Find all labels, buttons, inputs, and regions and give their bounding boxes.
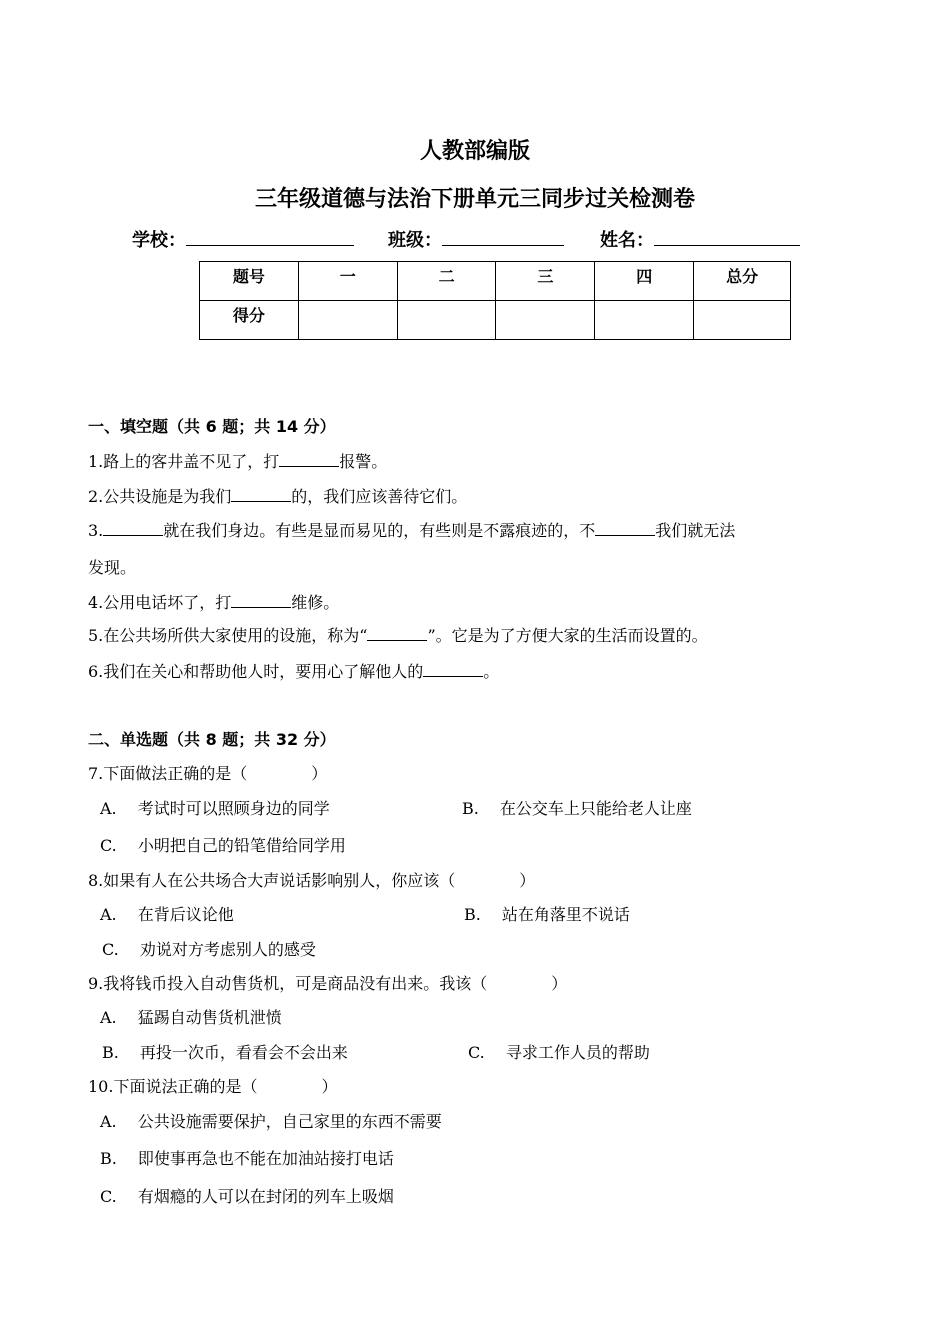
question-text: 1.路上的客井盖不见了，打 [88,452,280,471]
answer-blank[interactable] [423,662,483,677]
school-blank [186,229,354,246]
question-text: 维修。 [291,593,340,612]
question-10: 10.下面说法正确的是（ ） [88,1077,338,1096]
score-table [199,261,791,340]
exam-title: 三年级道德与法治下册单元三同步过关检测卷 [254,187,695,212]
option-7c[interactable]: C. 小明把自己的铅笔借给同学用 [100,836,346,855]
question-text: 。 [483,662,500,681]
school-label: 学校： [132,230,186,251]
answer-blank[interactable] [103,521,163,536]
score-cell: 总分 [694,262,791,301]
score-input-cell[interactable] [496,301,595,340]
school-field [132,226,354,252]
option-10a[interactable]: A. 公共设施需要保护，自己家里的东西不需要 [100,1112,442,1131]
score-cell: 二 [397,262,496,301]
option-10b[interactable]: B. 即使事再急也不能在加油站接打电话 [100,1149,394,1168]
question-text: 的，我们应该善待它们。 [291,487,468,506]
question-6 [88,659,499,682]
section1-heading: 一、填空题（共 6 题；共 14 分） [88,417,336,436]
option-8b[interactable]: B. 站在角落里不说话 [464,905,630,924]
question-2 [88,484,467,507]
score-table-score-row [200,301,791,340]
score-row-label: 得分 [200,301,299,340]
option-9c[interactable]: C. 寻求工作人员的帮助 [468,1043,650,1062]
score-input-cell[interactable] [298,301,397,340]
name-field [600,226,800,252]
option-7b[interactable]: B. 在公交车上只能给老人让座 [462,799,692,818]
question-4 [88,590,339,613]
question-8: 8.如果有人在公共场合大声说话影响别人，你应该（ ） [88,871,536,890]
answer-blank[interactable] [279,452,339,467]
question-text: 报警。 [339,452,388,471]
score-cell: 三 [496,262,595,301]
answer-blank[interactable] [231,487,291,502]
score-input-cell[interactable] [694,301,791,340]
question-text: 3. [88,521,104,540]
publisher-title: 人教部编版 [419,139,530,164]
question-text: 2.公共设施是为我们 [88,487,232,506]
option-7a[interactable]: A. 考试时可以照顾身边的同学 [100,799,330,818]
class-field [388,226,564,252]
score-table-header-row [200,262,791,301]
option-10c[interactable]: C. 有烟瘾的人可以在封闭的列车上吸烟 [100,1187,394,1206]
score-input-cell[interactable] [397,301,496,340]
question-text: ”。它是为了方便大家的生活而设置的。 [427,626,708,645]
option-8c[interactable]: C. 劝说对方考虑别人的感受 [102,940,316,959]
score-input-cell[interactable] [595,301,694,340]
name-label: 姓名： [600,230,654,251]
option-9b[interactable]: B. 再投一次币，看看会不会出来 [102,1043,348,1062]
score-cell: 题号 [200,262,299,301]
question-text: 就在我们身边。有些是显而易见的，有些则是不露痕迹的，不 [163,521,596,540]
class-blank [442,229,564,246]
question-text: 6.我们在关心和帮助他人时，要用心了解他人的 [88,662,424,681]
question-3-continued: 发现。 [88,558,137,577]
score-cell: 一 [298,262,397,301]
question-1 [88,449,387,472]
name-blank [654,229,800,246]
question-text: 5.在公共场所供大家使用的设施，称为“ [88,626,368,645]
answer-blank[interactable] [595,521,655,536]
question-text: 4.公用电话坏了，打 [88,593,232,612]
class-label: 班级： [388,230,442,251]
answer-blank[interactable] [231,593,291,608]
question-3 [88,518,735,541]
question-text: 我们就无法 [655,521,736,540]
score-cell: 四 [595,262,694,301]
section2-heading: 二、单选题（共 8 题；共 32 分） [88,730,336,749]
option-9a[interactable]: A. 猛踢自动售货机泄愤 [100,1008,282,1027]
question-7: 7.下面做法正确的是（ ） [88,764,328,783]
answer-blank[interactable] [367,626,427,641]
question-9: 9.我将钱币投入自动售货机，可是商品没有出来。我该（ ） [88,974,568,993]
option-8a[interactable]: A. 在背后议论他 [100,905,234,924]
question-5 [88,623,708,646]
